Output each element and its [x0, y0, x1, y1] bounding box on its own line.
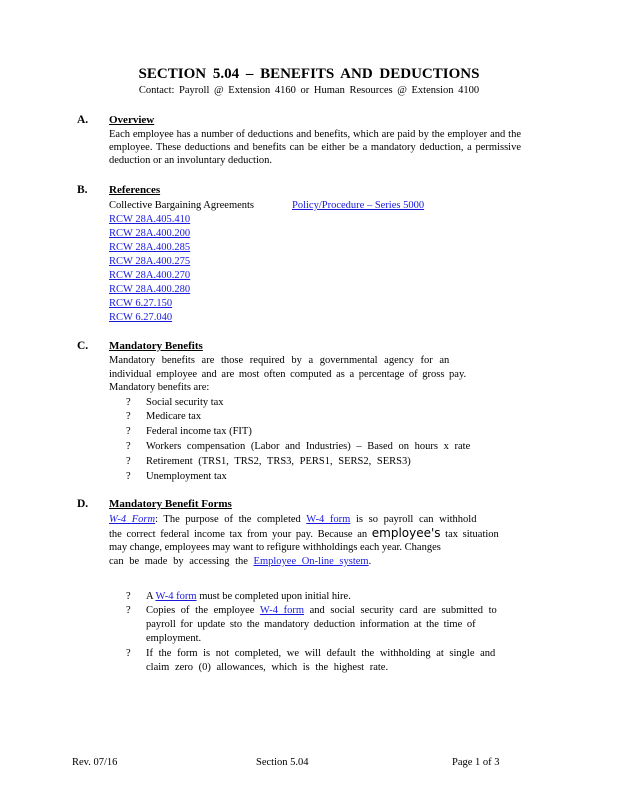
section-d-text: can be made by accessing the [109, 556, 248, 567]
list-item [126, 647, 495, 661]
section-d-text: is so payroll can withhold [355, 514, 477, 525]
w4-form-link[interactable]: W-4 form [155, 591, 197, 602]
section-d-text: tax situation [445, 529, 499, 540]
section-d-text: the correct federal income tax from your pay. Because an [109, 529, 368, 540]
section-c-line: individual employee and are most often computed as a percentage of gross pay. [109, 369, 467, 380]
bullet-icon: ? [126, 591, 131, 602]
section-a-body: Each employee has a number of deductions and benefits, which are paid by the employer and the employee. These deductions and benefits can be either be a mandatory deduction, a permissive deduction or an involuntary deduction. [109, 129, 521, 166]
section-b-heading: References [109, 184, 161, 196]
rcw-link[interactable]: RCW 28A.400.270 [109, 270, 191, 281]
bullet-icon: ? [126, 605, 131, 616]
section-d-text: . [368, 556, 372, 567]
list-item [126, 440, 470, 454]
section-c-heading: Mandatory Benefits [109, 340, 203, 352]
employee-online-link[interactable]: Employee On-line system [253, 556, 369, 567]
bullet-icon: ? [126, 471, 131, 482]
cba-reference: Collective Bargaining Agreements [109, 200, 255, 211]
section-d-heading: Mandatory Benefit Forms [109, 498, 232, 510]
section-d-text: : The purpose of the completed [155, 514, 301, 525]
policy-series-link[interactable]: Policy/Procedure – Series 5000 [292, 200, 425, 211]
bullet-icon: ? [126, 456, 131, 467]
list-item-continuation: payroll for update sto the mandatory deduction information at the time of [146, 619, 476, 630]
list-item-text: Retirement (TRS1, TRS2, TRS3, PERS1, SERS2, SERS3) [146, 456, 411, 467]
section-d-letter: D. [77, 498, 89, 510]
list-item-text: Federal income tax (FIT) [146, 426, 252, 437]
list-item-continuation: employment. [146, 633, 202, 644]
rcw-link[interactable]: RCW 28A.400.275 [109, 256, 191, 267]
section-d-line: may change, employees may want to refigure withholdings each year. Changes [109, 542, 441, 553]
rcw-link[interactable]: RCW 6.27.040 [109, 312, 173, 323]
list-item-text: If the form is not completed, we will default the withholding at single and [146, 648, 496, 659]
w4-form-link[interactable]: W-4 form [306, 514, 351, 525]
footer-revision: Rev. 07/16 [72, 757, 118, 768]
bullet-icon: ? [126, 397, 131, 408]
list-item-text: Workers compensation (Labor and Industries) – Based on hours x rate [146, 441, 471, 452]
section-d-line [109, 527, 499, 542]
rcw-link[interactable]: RCW 28A.400.280 [109, 284, 191, 295]
list-item [126, 455, 411, 469]
rcw-link[interactable]: RCW 28A.400.285 [109, 242, 191, 253]
bullet-icon: ? [126, 648, 131, 659]
list-item [126, 604, 497, 618]
list-item-text: Copies of the employee [146, 605, 255, 616]
footer-section: Section 5.04 [256, 757, 309, 768]
rcw-link[interactable]: RCW 28A.400.200 [109, 228, 191, 239]
contact-line: Contact: Payroll @ Extension 4160 or Human Resources @ Extension 4100 [138, 85, 480, 96]
section-c-line: Mandatory benefits are those required by a governmental agency for an [109, 355, 450, 366]
section-a-letter: A. [77, 114, 89, 126]
section-d-text: employee's [371, 526, 441, 540]
section-c-line: Mandatory benefits are: [109, 382, 210, 393]
section-c-letter: C. [77, 340, 89, 352]
list-item [126, 470, 227, 484]
w4-form-link[interactable]: W-4 form [259, 605, 304, 616]
list-item [126, 425, 252, 439]
bullet-icon: ? [126, 441, 131, 452]
section-a-heading: Overview [109, 114, 155, 126]
list-item-text: A [146, 591, 154, 602]
footer-page-number: Page 1 of 3 [452, 757, 500, 768]
list-item [126, 590, 351, 604]
list-item-text: must be completed upon initial hire. [199, 591, 351, 602]
page-title: SECTION 5.04 – BENEFITS AND DEDUCTIONS [138, 66, 480, 82]
list-item-text: and social security card are submitted to [309, 605, 497, 616]
bullet-icon: ? [126, 426, 131, 437]
section-d-line [109, 513, 476, 527]
list-item-text: Unemployment tax [146, 471, 227, 482]
list-item-text: Social security tax [146, 397, 224, 408]
rcw-link[interactable]: RCW 6.27.150 [109, 298, 173, 309]
list-item [126, 396, 224, 410]
rcw-link[interactable]: RCW 28A.405.410 [109, 214, 191, 225]
section-b-letter: B. [77, 184, 88, 196]
list-item-continuation: claim zero (0) allowances, which is the highest rate. [146, 662, 389, 673]
bullet-icon: ? [126, 411, 131, 422]
list-item [126, 410, 201, 424]
w4-form-label-link[interactable]: W-4 Form [109, 514, 156, 525]
section-d-line [109, 555, 371, 569]
list-item-text: Medicare tax [146, 411, 202, 422]
